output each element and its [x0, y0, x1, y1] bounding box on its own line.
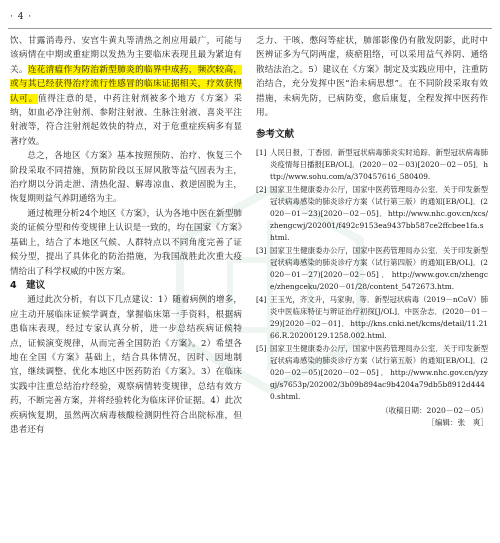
- reference-item: [256, 294, 488, 342]
- highlighted-text: 连花清瘟作为防治新型肺炎的临界中成药，频次较高，或与其已经获得治疗流行性感冒的临床证据相关，疗效获得认可。: [10, 64, 242, 104]
- reference-item: [256, 184, 488, 244]
- reference-item: [256, 245, 488, 293]
- reference-number: [2]: [256, 184, 267, 194]
- header-rule: [8, 28, 492, 29]
- paragraph-text: 值得注意的是，中药注射剂被多个地方《方案》采纳，如血必净注射剂、参附注射液、生脉注射液、喜炎平注射液等，符合注射剂起效快的特点，对于危重症疾病多有显著疗效。: [10, 93, 242, 147]
- references-list: [256, 147, 488, 403]
- reference-text: 王玉光，齐文升，马家驹，等．新型冠状病毒（2019－nCoV）肺炎中医临床特征与辨证治疗初探[J/OL]．中医杂志．(2020－01－29)[2020－02－01]．http://kns.cnki.net/kcms/detail/11.2166.R.20200129.1258.002.html.: [270, 294, 488, 340]
- reference-number: [1]: [256, 147, 267, 157]
- reference-text: 国家卫生健康委办公厅，国家中医药管理局办公室．关于印发新型冠状病毒感染的肺炎诊疗方案（试行第三版）的通知[EB/OL]．(2020－01－23)[2020－02－05]．http://www.nhc.gov.cn/xcs/zhengcwj/202001/f492c9153ea9437bb587ce2ffcbee1fa.shtml.: [270, 184, 488, 242]
- left-column: [10, 34, 242, 437]
- paragraph-text: 饮、甘露消毒丹、安宫牛黄丸等清热之剂应用最广，可能与该病情在中期或重症期以发热为主要临床表现且最为紧迫有关。: [10, 36, 242, 75]
- paragraph-herbal-prescriptions: [10, 34, 242, 149]
- paragraph-stages: 总之，各地区《方案》基本按照预防、治疗、恢复三个阶段采取不同措施，预防阶段以玉屏风散等益气固表为主，治疗期以分消走泄、清热化湿、解毒凉血、救逆固脱为主，恢复期则益气养阴通络为主。: [10, 151, 242, 205]
- reference-number: [4]: [256, 294, 267, 304]
- reference-text: 国家卫生健康委办公厅，国家中医药管理局办公室．关于印发新型冠状病毒感染的肺炎诊疗方案（试行第四版）的通知[EB/OL]．(2020－01－27)[2020－02－05]．http://www.gov.cn/zhengce/zhengceku/2020－01/28/content_5472673.htm.: [270, 245, 488, 291]
- editor-credit: ［编辑：张 爽］: [427, 417, 488, 427]
- reference-text: 国家卫生健康委办公厅，国家中医药管理局办公室．关于印发新型冠状病毒感染的肺炎诊疗方案（试行第五版）的通知[EB/OL]．(2020－02－05)[2020－02－05]．http://www.nhc.gov.cn/yzygj/s7653p/202002/3b09b894ac9b4204a79db5b8912d4440.shtml.: [270, 343, 488, 401]
- reference-number: [5]: [256, 343, 267, 353]
- right-column: [256, 34, 488, 429]
- reference-item: [256, 343, 488, 403]
- reference-item: [256, 147, 488, 183]
- paragraph-continuation: 乏力、干咳、憋闷等症状，肺部影像仍有散发阴影，此时中医辨证多为气阴两虚，痰瘀阻络，可以采用益气养阴、通络散结法治之。5）建议在《方案》制定及实践应用中，注重防治结合，充分发挥中医“治未病思想”。在不同阶段采取有效措施，未病先防，已病防变，愈后康复，全程发挥中医药作用。: [256, 36, 488, 119]
- paragraph-suggestions: 通过此次分析，有以下几点建议：1）随着病例的增多，应主动开展临床证候学调查，掌握临床第一手资料，根据病患临床表现，经过专家认真分析，进一步总结疾病证候特点，证候演变规律，从而完善全国防治《方案》。2）希望各地在全国《方案》基础上，结合具体情况，因时、因地制宜，继续调整、优化本地区中医药防治《方案》。3）在临床实践中注重总结治疗经验，观察病情转变规律，总结有效方药，不断完善方案，并将经验转化为临床评价证据。4）此次疾病恢复期，虽然两次病毒核酸检测阴性符合出院标准，但患者还有: [10, 295, 242, 435]
- page-number: · 4 ·: [10, 12, 33, 22]
- paragraph-analysis: 通过梳理分析24个地区《方案》，认为各地中医在新型肺炎的证候分型和传变规律上认识是一致的，均在国家《方案》基础上，结合了本地区气候、人群特点以不同角度完善了证候分型，提出了具体化的防治措施，为我国战胜此次重大疫情给出了科学权威的中医方案。: [10, 208, 242, 277]
- received-date: （收稿日期：2020－02－05）: [381, 405, 488, 415]
- section-heading-suggestions: 4 建议: [10, 279, 46, 291]
- reference-text: 人民日报，丁香园．新型冠状病毒肺炎实时追踪．新型冠状病毒肺炎疫情每日播报[EB/OL]．(2020－02－03)[2020－02－05]．http://www.sohu.com/a/370457616_580409.: [270, 147, 488, 181]
- reference-number: [3]: [256, 245, 267, 255]
- references-heading: 参考文献: [256, 129, 295, 141]
